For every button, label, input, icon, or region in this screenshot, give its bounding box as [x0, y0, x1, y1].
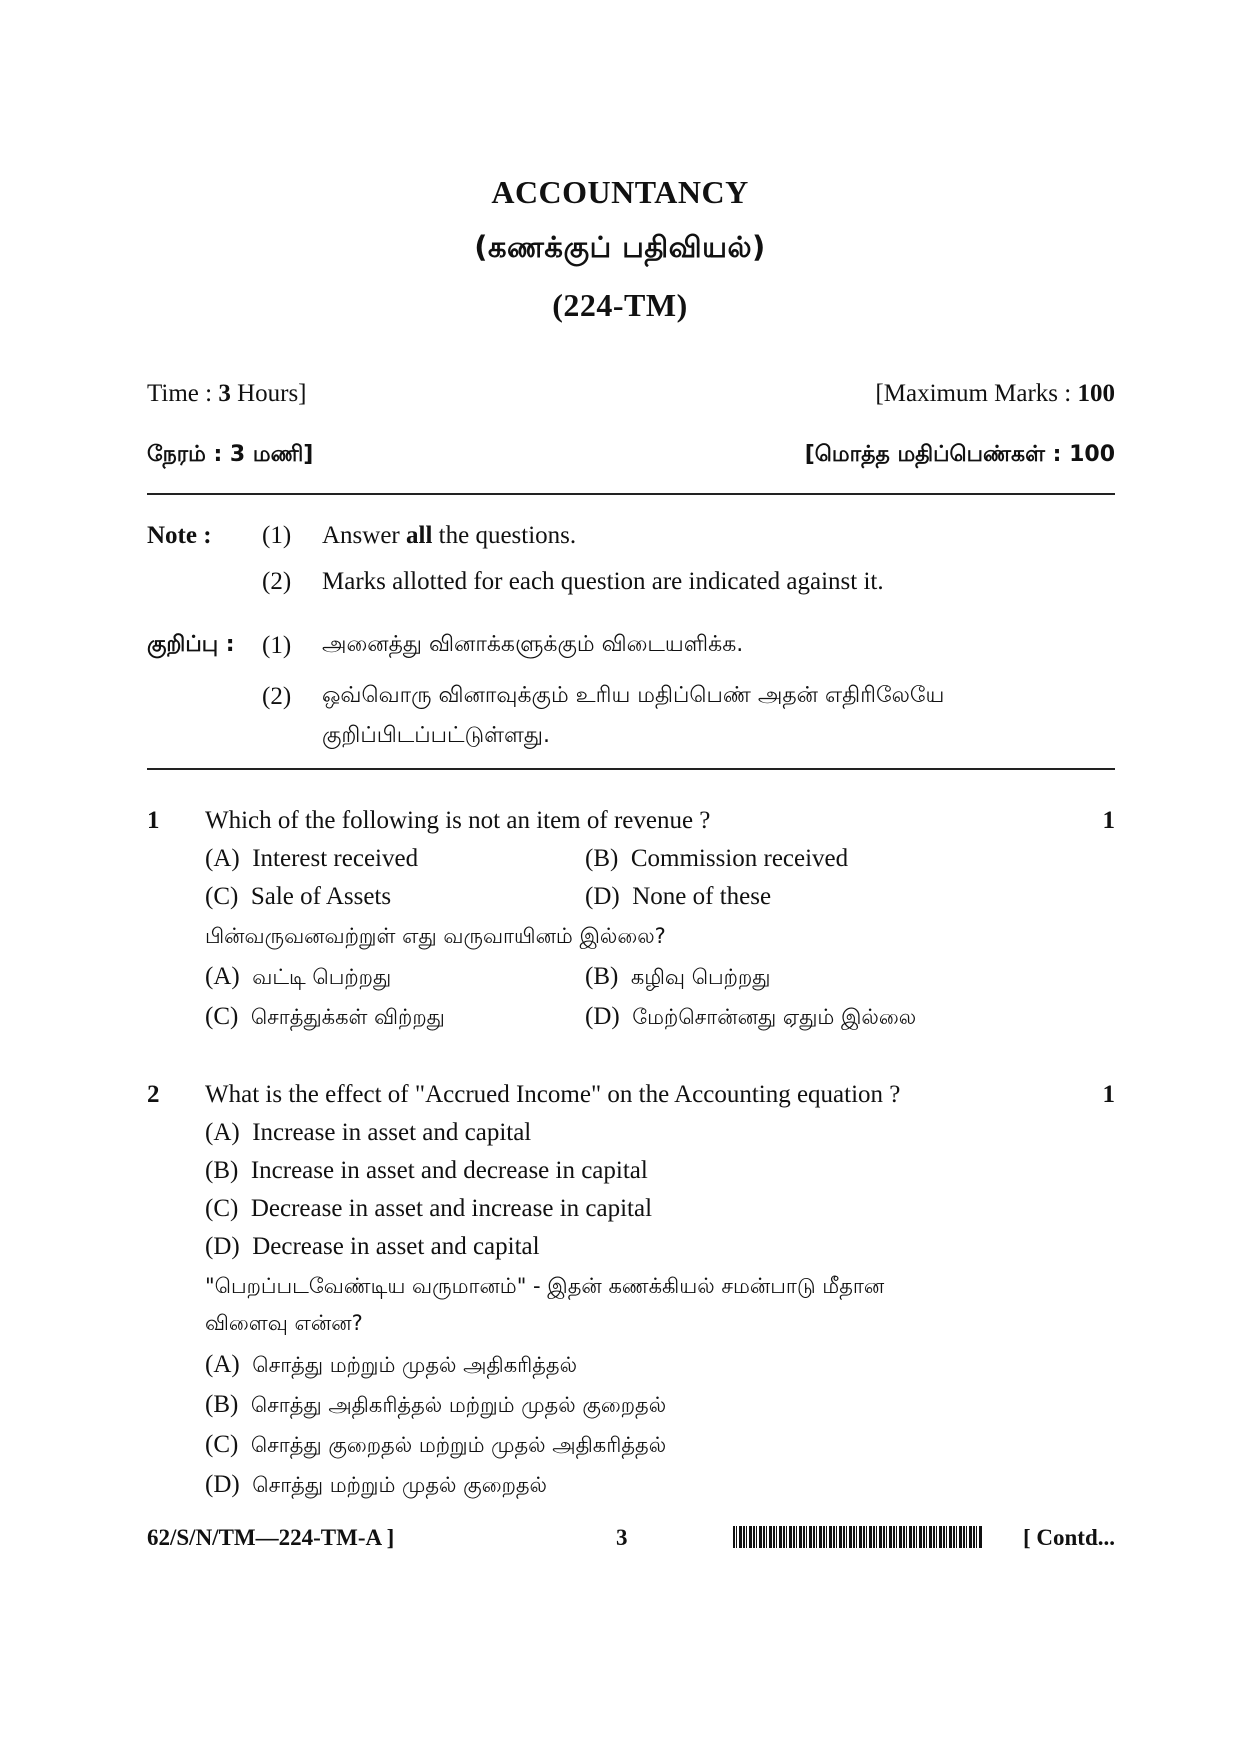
- question-1-number: 1: [147, 807, 160, 834]
- q2-tamil-option-c: (C) சொத்து குறைதல் மற்றும் முதல் அதிகரித்தல்: [205, 1431, 667, 1458]
- question-2-text: What is the effect of "Accrued Income" on the Accounting equation ?: [205, 1081, 901, 1108]
- note-tamil-1-text: அனைத்து வினாக்களுக்கும் விடையளிக்க.: [322, 632, 744, 657]
- q2-tamil-option-b: (B) சொத்து அதிகரித்தல் மற்றும் முதல் குறைதல்: [205, 1391, 667, 1418]
- note-1-number: (1): [262, 522, 292, 549]
- page-number: 3: [616, 1525, 628, 1550]
- note-1-text: Answer all the questions.: [322, 522, 577, 549]
- page-title-tamil: (கணக்குப் பதிவியல்): [474, 230, 766, 264]
- question-1-marks: 1: [1102, 807, 1115, 834]
- max-marks-english: [Maximum Marks : 100: [875, 380, 1115, 407]
- q1-option-d: (D) None of these: [585, 883, 772, 910]
- note-tamil-1-number: (1): [262, 632, 292, 659]
- time-tamil: நேரம் : 3 மணி]: [147, 442, 314, 467]
- question-2-marks: 1: [1102, 1081, 1115, 1108]
- barcode-image: [733, 1526, 983, 1548]
- question-2-number: 2: [147, 1081, 160, 1108]
- q1-option-c: (C) Sale of Assets: [205, 883, 392, 910]
- note-2-number: (2): [262, 568, 292, 595]
- q1-option-b: (B) Commission received: [585, 845, 849, 872]
- question-2-text-tamil: "பெறப்படவேண்டிய வருமானம்" - இதன் கணக்கியல் சமன்பாடு மீதான: [205, 1274, 885, 1298]
- q1-tamil-option-b: (B) கழிவு பெற்றது: [585, 963, 771, 990]
- q2-option-a: (A) Increase in asset and capital: [205, 1119, 532, 1146]
- note-tamil-2-text: ஒவ்வொரு வினாவுக்கும் உரிய மதிப்பெண் அதன் எதிரிலேயே: [322, 683, 945, 708]
- note-2-text: Marks allotted for each question are indicated against it.: [322, 568, 884, 595]
- q2-tamil-option-d: (D) சொத்து மற்றும் முதல் குறைதல்: [205, 1471, 547, 1498]
- max-marks-tamil: [மொத்த மதிப்பெண்கள் : 100: [804, 442, 1115, 467]
- q2-option-b: (B) Increase in asset and decrease in capital: [205, 1157, 648, 1184]
- q2-tamil-option-a: (A) சொத்து மற்றும் முதல் அதிகரித்தல்: [205, 1351, 578, 1378]
- q1-tamil-option-d: (D) மேற்சொன்னது ஏதும் இல்லை: [585, 1003, 917, 1030]
- question-1-text: Which of the following is not an item of revenue ?: [205, 807, 711, 834]
- divider-bottom: [147, 768, 1115, 770]
- continued-label: [ Contd...: [1022, 1525, 1115, 1550]
- note-tamil-2-text-cont: குறிப்பிடப்பட்டுள்ளது.: [322, 723, 550, 748]
- note-label-tamil: குறிப்பு :: [147, 632, 235, 657]
- q1-tamil-option-c: (C) சொத்துக்கள் விற்றது: [205, 1003, 445, 1030]
- note-label: Note :: [147, 522, 212, 549]
- divider-top: [147, 493, 1115, 495]
- note-tamil-2-number: (2): [262, 683, 292, 710]
- question-2-text-tamil-cont: விளைவு என்ன?: [205, 1311, 363, 1335]
- question-1-text-tamil: பின்வருவனவற்றுள் எது வருவாயினம் இல்லை?: [205, 924, 666, 948]
- q1-option-a: (A) Interest received: [205, 845, 419, 872]
- q2-option-c: (C) Decrease in asset and increase in capital: [205, 1195, 653, 1222]
- time-english: Time : 3 Hours]: [147, 380, 307, 407]
- q2-option-d: (D) Decrease in asset and capital: [205, 1233, 540, 1260]
- footer-code: 62/S/N/TM—224-TM-A ]: [147, 1525, 395, 1550]
- q1-tamil-option-a: (A) வட்டி பெற்றது: [205, 963, 392, 990]
- subject-code: (224-TM): [552, 287, 688, 323]
- page-title: ACCOUNTANCY: [491, 174, 749, 210]
